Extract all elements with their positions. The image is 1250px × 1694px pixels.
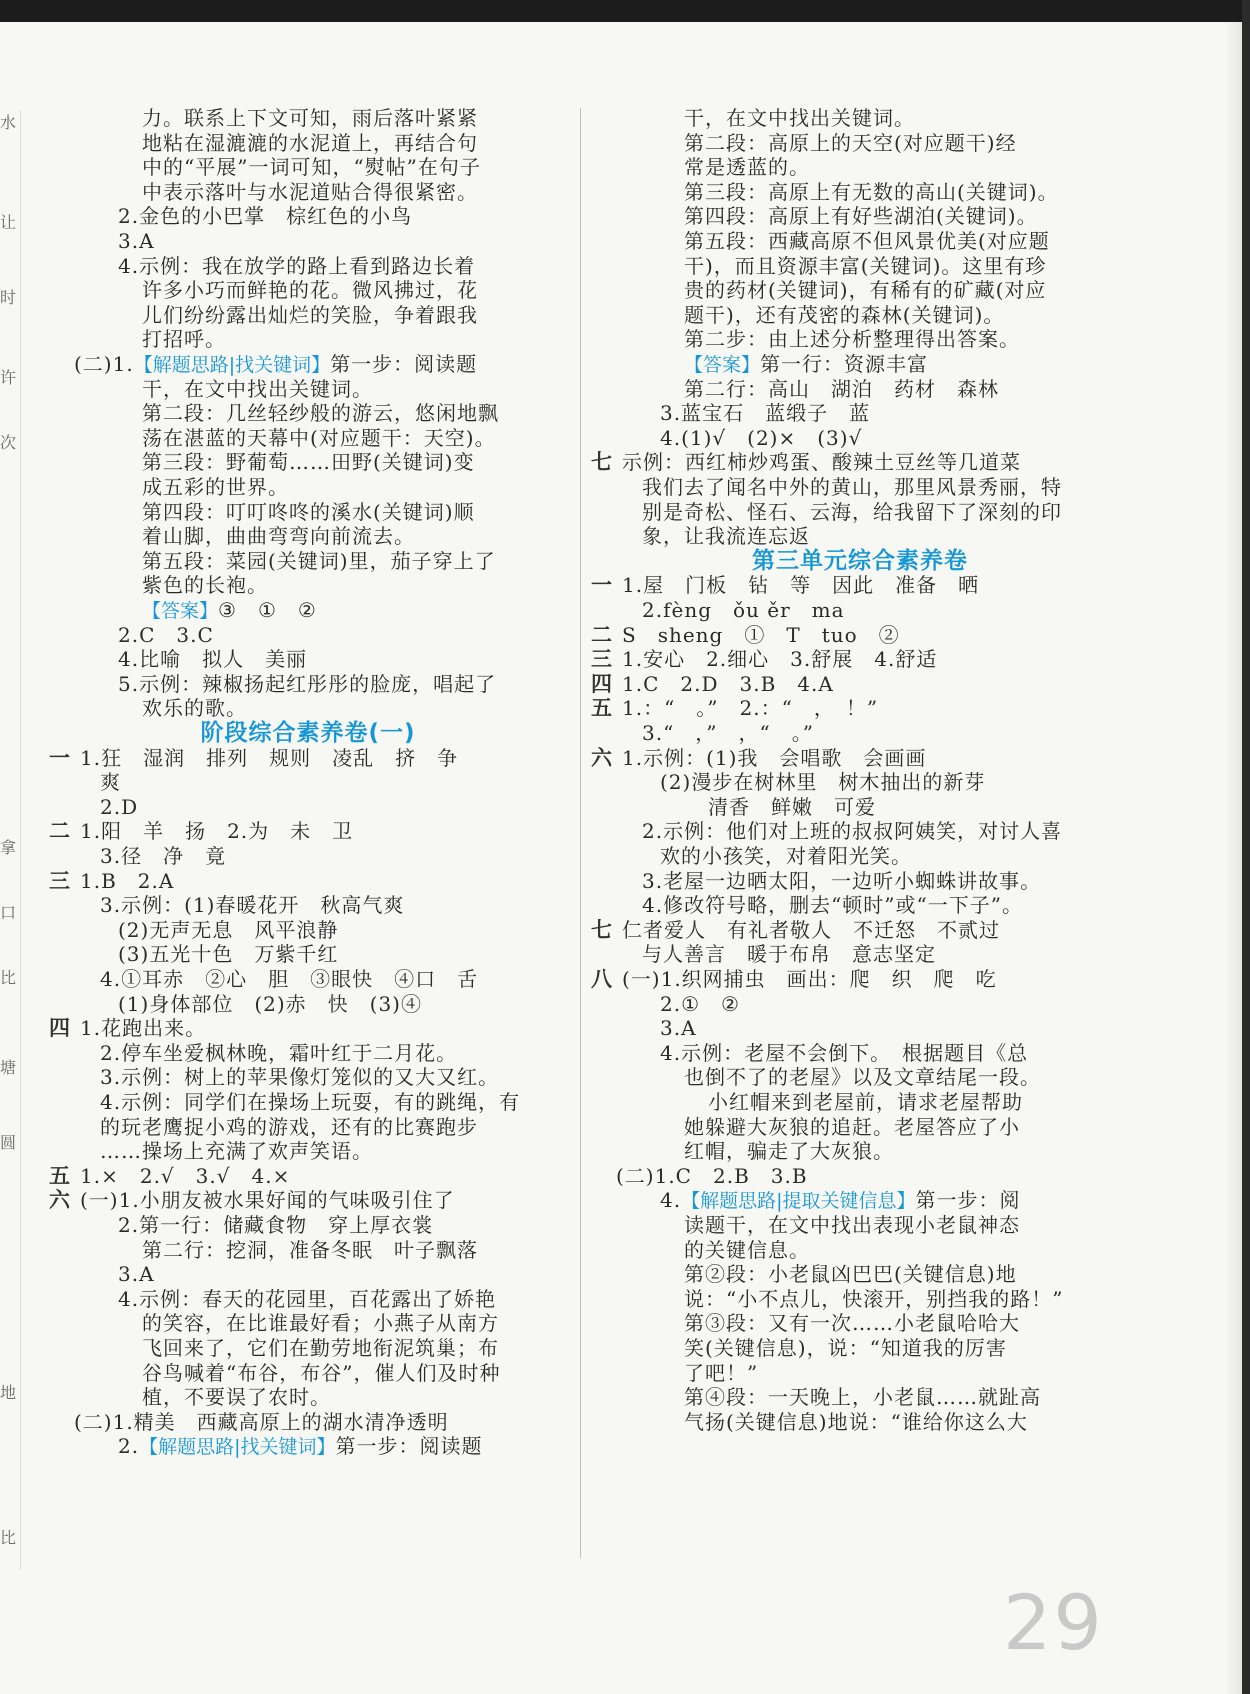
- answer-text: 读题干，在文中找出表现小老鼠神态: [684, 1213, 1020, 1237]
- answer-text: 气扬(关键信息)地说：“谁给你这么大: [684, 1409, 1028, 1434]
- answer-text: 第③段：又有一次……小老鼠哈哈大: [684, 1311, 1020, 1336]
- answer-text: 红帽，骗走了大灰狼。: [684, 1139, 894, 1164]
- answer-text: (二)1.C 2.B 3.B: [616, 1163, 808, 1188]
- answer-text: 第②段：小老鼠凶巴巴(关键信息)地: [684, 1262, 1017, 1287]
- page-fold-shadow: [1224, 22, 1242, 1694]
- answer-text: 仁者爱人 有礼者敬人 不迁怒 不贰过: [622, 917, 1000, 942]
- answer-text: 儿们纷纷露出灿烂的笑脸，争着跟我: [142, 302, 478, 327]
- answer-line: [142, 326, 226, 352]
- answer-text: 笑(关键信息)，说：“知道我的厉害: [684, 1336, 1007, 1360]
- answer-line: [684, 1064, 1041, 1090]
- answer-text: ③ ① ②: [218, 598, 317, 622]
- answer-text: 4.①耳赤 ②心 胆 ③眼快 ④口 舌: [100, 967, 479, 991]
- answer-line: [142, 1384, 331, 1410]
- answer-line: [48, 745, 458, 771]
- answer-line: [642, 499, 1062, 525]
- answer-text: ……操场上充满了欢声笑语。: [100, 1139, 373, 1164]
- answer-text: 说：“小不点儿，快滚开，别挡我的路！”: [684, 1286, 1064, 1311]
- answer-text: 力。联系上下文可知，雨后落叶紧紧: [142, 106, 478, 130]
- answer-text: 象，让我流连忘返: [642, 524, 810, 549]
- answer-line: [118, 228, 155, 254]
- answer-line: [590, 622, 900, 648]
- answer-line: [642, 474, 1062, 500]
- answer-text: (2)无声无息 风平浪静: [118, 917, 339, 942]
- answer-text: 1.× 2.√ 3.√ 4.×: [80, 1163, 291, 1188]
- answer-line: [684, 203, 1038, 229]
- answer-text: (1)身体部位 (2)赤 快 (3)④: [118, 991, 422, 1016]
- answer-text: 爽: [100, 770, 121, 795]
- answer-text: 小红帽来到老屋前，请求老屋帮助: [708, 1090, 1023, 1114]
- answer-text: 3.径 净 竟: [100, 844, 227, 868]
- answer-line: [48, 1015, 206, 1041]
- answer-line: [684, 1360, 758, 1386]
- answer-line: [660, 1187, 1021, 1213]
- answer-line: [142, 277, 478, 303]
- answer-line: [118, 1261, 155, 1287]
- answer-line: [74, 1409, 449, 1435]
- scan-top-edge: [0, 0, 1250, 22]
- answer-line: [684, 1335, 1007, 1361]
- answer-text: 4.修改符号略，删去“顿时”或“一下子”。: [642, 893, 1023, 918]
- answer-text: 3.“ ，” ，“ 。”: [642, 721, 814, 745]
- answer-line: [642, 597, 845, 623]
- answer-line: [118, 1212, 433, 1238]
- answer-text: 4.示例：同学们在操场上玩耍，有的跳绳，有: [100, 1090, 521, 1114]
- answer-text: 别是奇松、怪石、云海，给我留下了深刻的印: [642, 499, 1062, 524]
- answer-text: 3.A: [118, 229, 155, 253]
- answer-line: [684, 1237, 810, 1263]
- answer-line: [684, 179, 1059, 205]
- answer-line: [118, 917, 338, 943]
- answer-text: 我们去了闻名中外的黄山，那里风景秀丽，特: [642, 475, 1062, 499]
- answer-line: [142, 597, 317, 623]
- answer-text: 2.C 3.C: [118, 622, 214, 647]
- answer-line: [118, 646, 307, 672]
- left-margin-rule: [20, 110, 21, 1570]
- answer-line: [684, 1212, 1020, 1238]
- column-divider: [580, 108, 581, 1558]
- answer-line: [48, 1163, 290, 1189]
- answer-text: 成五彩的世界。: [142, 475, 289, 499]
- answer-text: 1.B 2.A: [80, 868, 175, 893]
- answer-line: [142, 130, 478, 156]
- answer-line: [142, 302, 478, 328]
- answer-line: [684, 1384, 1041, 1410]
- answer-line: [142, 1360, 500, 1386]
- section-number: 五: [591, 696, 613, 721]
- answer-line: [142, 154, 481, 180]
- answer-text: 打招呼。: [142, 327, 226, 352]
- answer-text: 第五段：菜园(关键词)里，茄子穿上了: [142, 548, 496, 573]
- answer-text: 2.金色的小巴掌 棕红色的小鸟: [118, 204, 413, 229]
- section-number: 一: [591, 573, 613, 598]
- answer-line: [590, 695, 878, 721]
- answer-text: 4.示例：我在放学的路上看到路边长着: [118, 253, 476, 278]
- answer-text: 第三段：高原上有无数的高山(关键词)。: [684, 179, 1059, 204]
- answer-line: [48, 818, 353, 844]
- answer-text: 3.示例：树上的苹果像灯笼似的又大又红。: [100, 1065, 500, 1090]
- section-number: 七: [591, 450, 613, 475]
- answer-text: 的关键信息。: [684, 1237, 810, 1262]
- answer-line: [590, 572, 979, 598]
- section-number: 四: [49, 1016, 71, 1041]
- answer-text: 谷鸟喊着“布谷，布谷”，催人们及时种: [142, 1360, 501, 1385]
- answer-line: [684, 253, 1046, 279]
- answer-line: [684, 376, 999, 402]
- answer-text: 3.示例：(1)春暖花开 秋高气爽: [100, 893, 405, 918]
- answer-text: 欢乐的歌。: [142, 696, 247, 721]
- answer-line: [100, 1089, 520, 1115]
- answer-line: [142, 572, 268, 598]
- answer-line: [684, 105, 915, 131]
- answer-text: 3.A: [118, 1262, 155, 1287]
- answer-line: [684, 1310, 1020, 1336]
- answer-text: 许多小巧而鲜艳的花。微风拂过，花: [142, 278, 478, 303]
- answer-line: [684, 1286, 1063, 1312]
- answer-text: 第一行：资源丰富: [760, 352, 929, 376]
- answer-text: 的玩老鹰捉小鸡的游戏，还有的比赛跑步: [100, 1114, 478, 1139]
- answer-line: [660, 400, 870, 426]
- answer-line: [660, 769, 985, 795]
- answer-text: 紫色的长袍。: [142, 573, 268, 598]
- answer-line: [142, 400, 499, 426]
- answer-line: [642, 868, 1041, 894]
- answer-text: 常是透蓝的。: [684, 155, 810, 180]
- answer-line: [118, 991, 422, 1017]
- answer-text: 4.(1)√ (2)× (3)√: [660, 425, 863, 450]
- answer-line: [142, 523, 415, 549]
- answer-line: [684, 1114, 1020, 1140]
- answer-line: [100, 1114, 478, 1140]
- answer-text: 1.阳 羊 扬 2.为 未 卫: [80, 819, 354, 844]
- answer-text: 2.D: [100, 794, 139, 819]
- item-number: 2.: [118, 1434, 140, 1459]
- answer-line: [590, 745, 926, 771]
- section-number: 二: [49, 819, 71, 844]
- answer-text: 中表示落叶与水泥道贴合得很紧密。: [142, 179, 478, 204]
- answer-line: [100, 769, 121, 795]
- section-number: 五: [49, 1163, 71, 1188]
- answer-line: [660, 843, 912, 869]
- answer-text: 第三段：野葡萄……田野(关键词)变: [142, 450, 475, 475]
- answer-text: 1.花跑出来。: [80, 1016, 207, 1041]
- answer-text: 5.示例：辣椒扬起红彤彤的脸庞，唱起了: [118, 671, 497, 696]
- section-number: 三: [591, 647, 613, 672]
- answer-text: 第一步：阅读题: [335, 1434, 483, 1459]
- answer-line: [660, 425, 862, 451]
- answer-text: 植，不要误了农时。: [142, 1385, 331, 1410]
- section-number: 四: [591, 671, 613, 696]
- answer-line: [142, 376, 373, 402]
- answer-line: [684, 277, 1046, 303]
- answer-line: [684, 326, 1020, 352]
- answer-line: [684, 130, 1017, 156]
- answer-line: [616, 1163, 808, 1189]
- answer-line: [118, 253, 475, 279]
- answer-line: [142, 179, 478, 205]
- answer-line: [48, 868, 174, 894]
- answer-line: [118, 1286, 496, 1312]
- answer-line: [100, 1138, 373, 1164]
- section-number: 一: [49, 745, 71, 770]
- answer-text: 第二段：几丝轻纱般的游云，悠闲地飘: [142, 401, 499, 426]
- answer-text: 2.① ②: [660, 991, 740, 1016]
- answer-text: 3.蓝宝石 蓝缎子 蓝: [660, 401, 871, 426]
- answer-text: 第五段：西藏高原不但风景优美(对应题: [684, 229, 1050, 253]
- answer-text: 贵的药材(关键词)，有稀有的矿藏(对应: [684, 278, 1047, 303]
- answer-line: [684, 351, 928, 377]
- answer-text: 的笑容，在比谁最好看；小燕子从南方: [142, 1311, 499, 1336]
- answer-text: 第二行：高山 湖泊 药材 森林: [684, 376, 999, 401]
- answer-line: [590, 671, 834, 697]
- answer-line: [590, 917, 1000, 943]
- answer-line: [642, 941, 936, 967]
- answer-text: 第二行：挖洞，准备冬眠 叶子飘落: [142, 1237, 478, 1262]
- answer-line: [48, 1187, 455, 1213]
- answer-line: [660, 1015, 697, 1041]
- answer-text: 示例：西红柿炒鸡蛋、酸辣土豆丝等几道菜: [622, 450, 1021, 475]
- answer-tag: 【答案】: [684, 354, 761, 376]
- answer-line: [642, 892, 1023, 918]
- answer-text: 4.示例：老屋不会倒下。 根据题目《总: [660, 1040, 1029, 1065]
- answer-line: [708, 794, 876, 820]
- answer-line: [684, 302, 1004, 328]
- answer-tag: 【解题思路|找关键词】: [133, 354, 331, 376]
- answer-text: 2.fèng ǒu ěr ma: [642, 598, 845, 622]
- answer-text: 干)，而且资源丰富(关键词)。这里有珍: [684, 253, 1047, 278]
- answer-text: 1.屋 门板 钻 等 因此 准备 晒: [622, 573, 980, 598]
- answer-line: [142, 548, 496, 574]
- previous-page-cut-edge: 水 让 时 许 次 拿 口 比 塘 圆 地 比: [0, 113, 17, 1547]
- answer-line: [142, 1310, 499, 1336]
- answer-text: 了吧！”: [684, 1360, 759, 1385]
- answer-line: [100, 843, 226, 869]
- answer-text: 也倒不了的老屋》以及文章结尾一段。: [684, 1065, 1041, 1090]
- answer-text: 第一步：阅读题: [330, 352, 478, 376]
- answer-text: 干，在文中找出关键词。: [684, 106, 915, 130]
- answer-text: (二)1.精美 西藏高原上的湖水清净透明: [74, 1409, 449, 1434]
- answer-text: 1.安心 2.细心 3.舒展 4.舒适: [622, 647, 938, 672]
- answer-line: [74, 351, 477, 377]
- answer-text: 1.狂 湿润 排列 规则 凌乱 挤 争: [80, 745, 459, 770]
- answer-line: [118, 1433, 483, 1459]
- section-heading: 阶段综合素养卷(一): [200, 720, 416, 746]
- answer-line: [100, 966, 478, 992]
- answer-text: (一)1.小朋友被水果好闻的气味吸引住了: [80, 1188, 455, 1213]
- answer-text: 中的“平展”一词可知，“熨帖”在句子: [142, 155, 481, 180]
- answer-text: 第四段：叮叮咚咚的溪水(关键词)顺: [142, 499, 475, 524]
- answer-line: [660, 1040, 1028, 1066]
- answer-line: [684, 1409, 1028, 1435]
- answer-line: [100, 794, 138, 820]
- answer-text: (2)漫步在树林里 树木抽出的新芽: [660, 770, 986, 795]
- answer-tag: 【答案】: [142, 600, 219, 622]
- answer-line: [590, 646, 937, 672]
- answer-line: [684, 154, 810, 180]
- answer-line: [100, 892, 404, 918]
- answer-text: S sheng ① T tuo ②: [622, 622, 900, 647]
- answer-line: [684, 228, 1050, 254]
- answer-tag: 【解题思路|提取关键信息】: [681, 1190, 916, 1213]
- answer-text: 3.A: [660, 1016, 697, 1041]
- answer-text: 第二段：高原上的天空(对应题干)经: [684, 130, 1017, 155]
- answer-text: 1.：“ 。” 2.：“ ， ！”: [622, 696, 879, 721]
- answer-text: (3)五光十色 万紫千红: [118, 942, 339, 967]
- section-number: 三: [49, 868, 71, 893]
- answer-text: 1.C 2.D 3.B 4.A: [622, 671, 834, 696]
- section-number: 八: [591, 967, 613, 991]
- scan-right-edge: [1242, 0, 1250, 1694]
- answer-line: [590, 449, 1021, 475]
- item-number: 4.: [660, 1188, 682, 1213]
- answer-line: [142, 105, 478, 131]
- answer-text: 第四段：高原上有好些湖泊(关键词)。: [684, 204, 1038, 229]
- answer-line: [660, 991, 740, 1017]
- section-number: 六: [49, 1188, 71, 1213]
- answer-line: [118, 671, 496, 697]
- answer-text: (一)1.织网捕虫 画出：爬 织 爬 吃: [622, 967, 997, 991]
- answer-text: 1.示例：(1)我 会唱歌 会画画: [622, 745, 927, 770]
- answer-line: [142, 1237, 478, 1263]
- page-number: 29: [1003, 1578, 1104, 1667]
- answer-line: [142, 499, 475, 525]
- answer-text: 第二步：由上述分析整理得出答案。: [684, 327, 1020, 352]
- section-number: 六: [591, 745, 613, 770]
- answer-line: [142, 474, 289, 500]
- section-heading: 第三单元综合素养卷: [752, 547, 968, 574]
- answer-text: 2.第一行：储藏食物 穿上厚衣裳: [118, 1213, 434, 1237]
- answer-line: [642, 720, 814, 746]
- answer-line: [142, 449, 475, 475]
- answer-text: 2.示例：他们对上班的叔叔阿姨笑，对讨人喜: [642, 819, 1063, 844]
- answer-line: [142, 1335, 499, 1361]
- answer-line: [100, 1064, 499, 1090]
- answer-text: 2.停车坐爱枫林晚，霜叶红于二月花。: [100, 1040, 458, 1065]
- answer-text: 荡在湛蓝的天幕中(对应题干：天空)。: [142, 425, 496, 450]
- answer-text: 地粘在湿漉漉的水泥道上，再结合句: [142, 130, 478, 155]
- answer-text: 她躲避大灰狼的追赶。老屋答应了小: [684, 1114, 1020, 1139]
- answer-text: 干，在文中找出关键词。: [142, 376, 373, 401]
- answer-line: [642, 818, 1062, 844]
- answer-line: [590, 966, 997, 992]
- answer-tag: 【解题思路|找关键词】: [139, 1436, 336, 1459]
- answer-line: [684, 1261, 1017, 1287]
- answer-text: 欢的小孩笑，对着阳光笑。: [660, 844, 912, 868]
- answer-line: [684, 1138, 894, 1164]
- answer-line: [708, 1089, 1023, 1115]
- answer-text: 题干)，还有茂密的森林(关键词)。: [684, 302, 1005, 327]
- item-number: (二)1.: [74, 352, 134, 376]
- answer-text: 清香 鲜嫩 可爱: [708, 794, 876, 819]
- answer-text: 4.比喻 拟人 美丽: [118, 647, 308, 672]
- answer-text: 飞回来了，它们在勤劳地衔泥筑巢；布: [142, 1336, 499, 1360]
- answer-text: 3.老屋一边晒太阳，一边听小蜘蛛讲故事。: [642, 868, 1042, 893]
- section-number: 二: [591, 622, 613, 647]
- answer-text: 着山脚，曲曲弯弯向前流去。: [142, 524, 415, 549]
- answer-text: 第一步：阅: [915, 1188, 1021, 1213]
- answer-text: 4.示例：春天的花园里，百花露出了娇艳: [118, 1286, 497, 1311]
- answer-line: [142, 425, 496, 451]
- answer-line: [100, 1040, 457, 1066]
- answer-line: [118, 203, 412, 229]
- answer-line: [118, 941, 338, 967]
- answer-text: 第④段：一天晚上，小老鼠……就趾高: [684, 1385, 1041, 1410]
- answer-line: [118, 622, 214, 648]
- answer-text: 与人善言 暖于布帛 意志坚定: [642, 942, 936, 967]
- section-number: 七: [591, 917, 613, 942]
